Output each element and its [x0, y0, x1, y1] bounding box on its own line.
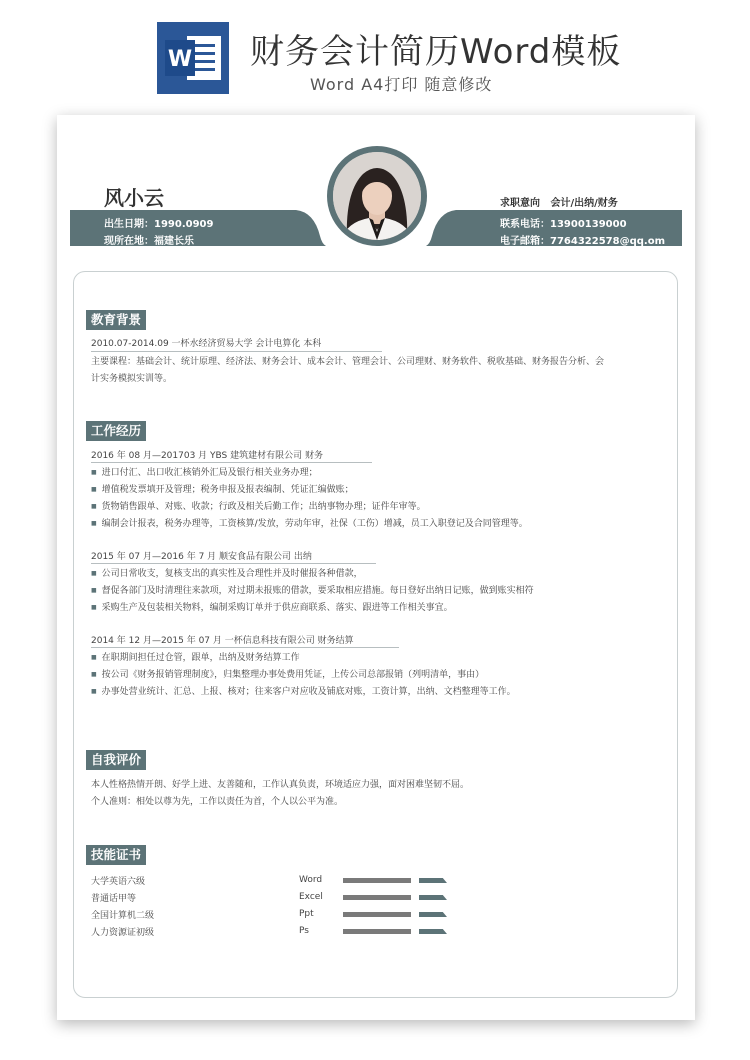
portrait-photo — [333, 152, 421, 240]
software-name: Word — [299, 875, 323, 885]
banner-title: 财务会计简历Word模板 — [250, 32, 622, 72]
intent-value: 会计/出纳/财务 — [550, 198, 618, 209]
job-header: 2016 年 08 月—201703 月 YBS 建筑建材有限公司 财务 — [91, 451, 323, 461]
location-value: 福建长乐 — [154, 236, 194, 247]
self-eval-line: 本人性格热情开朗、好学上进、友善随和，工作认真负责，环境适应力强，面对困难坚韧不屈。 — [91, 780, 470, 790]
location-label: 现所在地： — [104, 236, 154, 247]
section-work-title: 工作经历 — [86, 421, 146, 441]
cert-item: 大学英语六级 — [91, 877, 146, 887]
cert-item: 全国计算机二级 — [91, 911, 155, 921]
self-eval-line: 个人准则：相处以尊为先，工作以责任为首，个人以公平为准。 — [91, 797, 344, 807]
education-underline — [91, 351, 382, 352]
skill-level-remainder — [419, 895, 447, 900]
skill-level-remainder — [419, 912, 447, 917]
phone-label: 联系电话： — [500, 219, 550, 230]
job-bullet: ■ 公司日常收支，复核支出的真实性及合理性并及时催报各种借款， — [91, 568, 363, 581]
skill-level-bar — [343, 895, 411, 900]
email — [500, 232, 665, 247]
job-header: 2015 年 07 月—2016 年 7 月 顺安食品有限公司 出纳 — [91, 552, 312, 562]
candidate-name: 风小云 — [104, 186, 164, 210]
job-header: 2014 年 12 月—2015 年 07 月 一杯信息科技有限公司 财务结算 — [91, 636, 354, 646]
email-label: 电子邮箱： — [500, 236, 550, 247]
job-intent — [500, 194, 618, 209]
avatar — [333, 152, 421, 240]
email-value: 7764322578@qq.om — [550, 236, 665, 247]
section-skills-title: 技能证书 — [86, 845, 146, 865]
job-bullet: ■ 采购生产及包装相关物料，编制采购订单并于供应商联系、落实、跟进等工作相关事宜。 — [91, 602, 453, 615]
job-bullet: ■ 在职期间担任过仓管，跟单，出纳及财务结算工作 — [91, 652, 300, 665]
skill-level-remainder — [419, 878, 447, 883]
current-location — [104, 232, 194, 247]
cert-item: 普通话甲等 — [91, 894, 137, 904]
word-doc-icon — [157, 22, 229, 94]
job-bullet: ■ 进口付汇、出口收汇核销外汇局及银行相关业务办理； — [91, 467, 318, 480]
skill-level-bar — [343, 878, 411, 883]
education-courses-cont: 计实务模拟实训等。 — [91, 374, 173, 384]
job-bullet: ■ 增值税发票填开及管理；税务申报及报表编制、凭证汇编做账； — [91, 484, 354, 497]
job-bullet: ■ 货物销售跟单、对账、收款；行政及相关后勤工作；出纳事物办理；证件年审等。 — [91, 501, 426, 514]
phone-value: 13900139000 — [550, 219, 627, 230]
birth-date — [104, 215, 213, 230]
banner — [0, 0, 750, 105]
job-bullet: ■ 按公司《财务报销管理制度》，归集整理办事处费用凭证，上传公司总部报销（列明清单，事由） — [91, 669, 484, 682]
word-icon-letter: W — [167, 47, 193, 72]
banner-subtitle: Word A4打印 随意修改 — [310, 75, 493, 94]
job-bullet: ■ 编制会计报表，税务办理等，工资核算/发放，劳动年审，社保（工伤）增减，员工入职登记及合同管理等。 — [91, 518, 528, 531]
skill-level-bar — [343, 929, 411, 934]
intent-label: 求职意向 — [500, 198, 540, 209]
job-bullet: ■ 办事处营业统计、汇总、上报、核对；往来客户对应收及铺底对账，工资计算，出纳、文档整理等工作。 — [91, 686, 516, 699]
birth-label: 出生日期： — [104, 219, 154, 230]
section-education-title: 教育背景 — [86, 310, 146, 330]
birth-value: 1990.0909 — [154, 219, 214, 230]
software-name: Excel — [299, 892, 323, 902]
education-entry: 2010.07-2014.09 一杯水经济贸易大学 会计电算化 本科 — [91, 339, 322, 349]
software-name: Ppt — [299, 909, 314, 919]
cert-item: 人力资源证初级 — [91, 928, 155, 938]
job-underline — [91, 563, 376, 564]
job-underline — [91, 647, 399, 648]
skill-level-remainder — [419, 929, 447, 934]
job-bullet: ■ 督促各部门及时清理往来款项，对过期未报账的借款，要采取相应措施。每日登好出纳日记账，做到账实相符 — [91, 585, 534, 598]
education-courses: 主要课程：基础会计、统计原理、经济法、财务会计、成本会计、管理会计、公司理财、财务软件、税收基础、财务报告分析、会 — [91, 357, 605, 367]
phone — [500, 215, 627, 230]
job-underline — [91, 462, 372, 463]
software-name: Ps — [299, 926, 309, 936]
section-self-eval-title: 自我评价 — [86, 750, 146, 770]
skill-level-bar — [343, 912, 411, 917]
